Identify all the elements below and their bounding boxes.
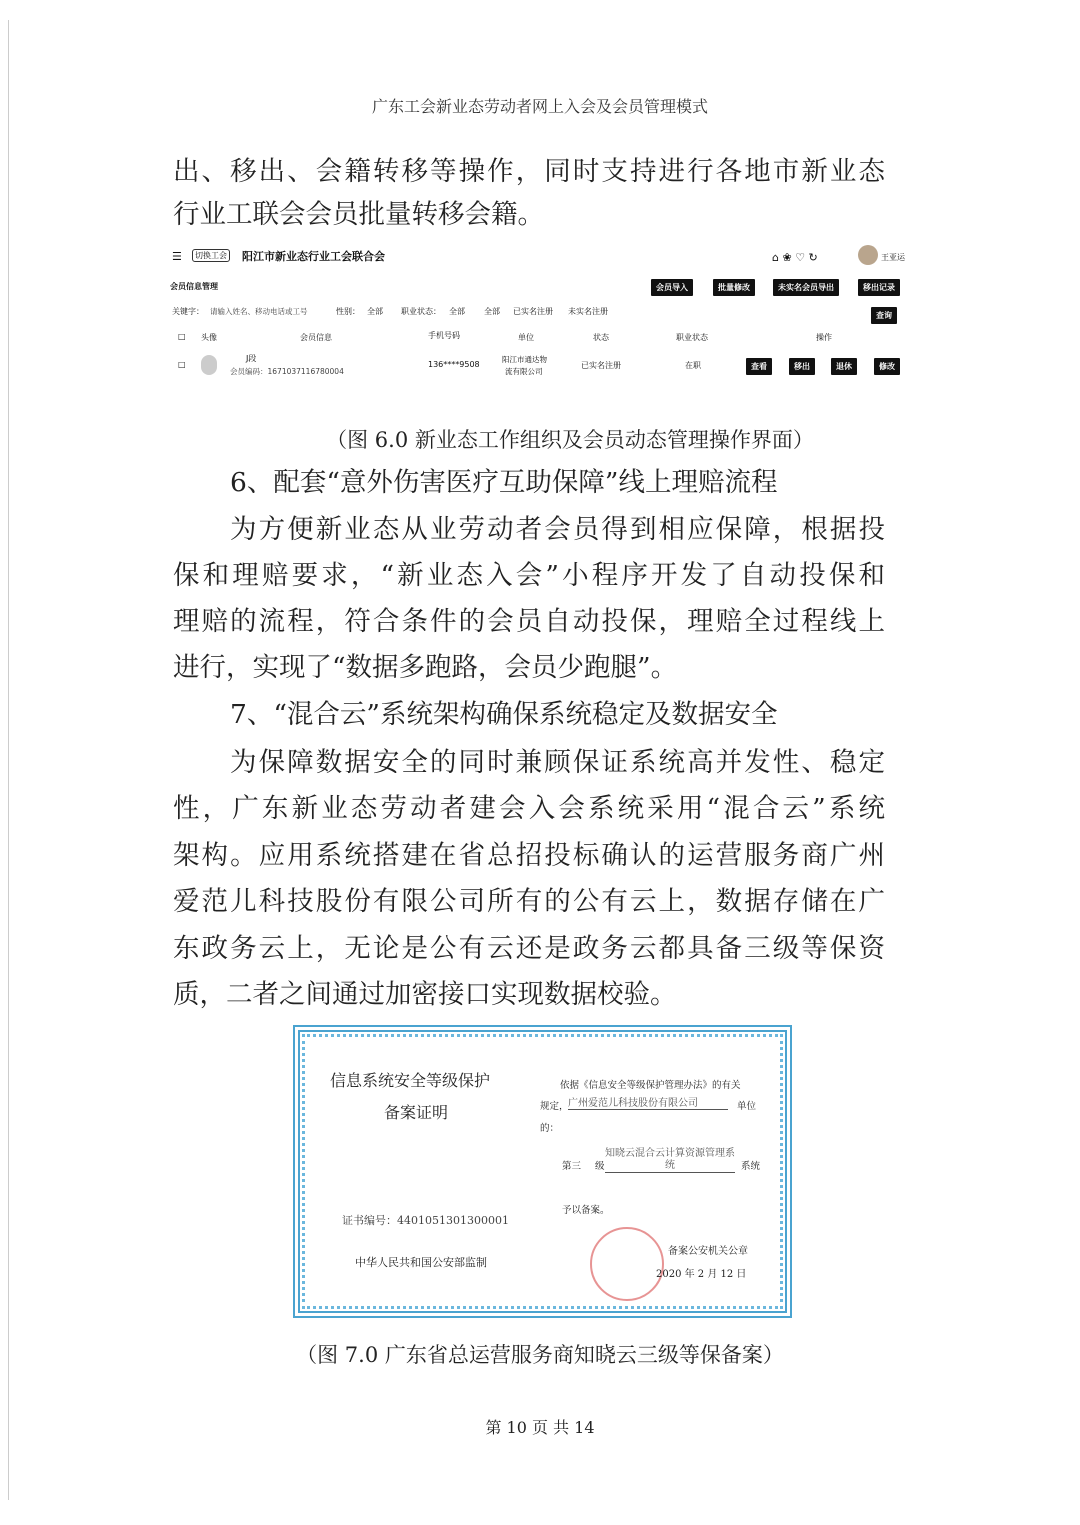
row-checkbox[interactable]: □ xyxy=(178,360,186,369)
text-line: 理赔的流程，符合条件的会员自动投保，理赔全过程线上 xyxy=(173,606,885,637)
retire-button[interactable]: 退休 xyxy=(831,358,857,375)
query-button[interactable]: 查询 xyxy=(871,307,897,324)
cert-title: 备案证明 xyxy=(384,1103,449,1122)
col-member: 会员信息 xyxy=(300,333,332,342)
col-avatar: 头像 xyxy=(201,333,217,342)
gender-label: 性别： xyxy=(336,307,360,316)
text-line: 出、移出、会籍转移等操作，同时支持进行各地市新业态 xyxy=(173,156,885,187)
text-line: 进行，实现了“数据多跑路，会员少跑腿”。 xyxy=(173,652,678,683)
section-title: 会员信息管理 xyxy=(170,282,218,291)
cert-of: 的： xyxy=(540,1123,560,1134)
figure-caption: （图 7.0 广东省总运营服务商知晓云三级等保备案） xyxy=(296,1343,784,1367)
radio-unregistered[interactable]: 未实名注册 xyxy=(568,307,608,316)
member-number: 会员编码：1671037116780004 xyxy=(230,367,344,376)
text-line: 保和理赔要求，“新业态入会”小程序开发了自动投保和 xyxy=(173,560,885,591)
cert-company: 广州爱范儿科技股份有限公司 xyxy=(568,1094,728,1110)
job-status: 在职 xyxy=(685,361,701,370)
text-line: 质，二者之间通过加密接口实现数据校验。 xyxy=(173,979,677,1010)
job-label: 职业状态： xyxy=(401,307,441,316)
cert-level-suffix: 级 xyxy=(595,1161,605,1172)
certificate-image xyxy=(293,1025,792,1318)
avatar[interactable] xyxy=(858,245,878,265)
cert-seal-label: 备案公安机关公章 xyxy=(668,1246,748,1257)
cert-supervisor: 中华人民共和国公安部监制 xyxy=(355,1256,487,1269)
row-avatar xyxy=(201,355,217,375)
edit-button[interactable]: 修改 xyxy=(874,358,900,375)
cert-title: 信息系统安全等级保护 xyxy=(330,1071,491,1090)
batch-edit-button[interactable]: 批量修改 xyxy=(713,279,755,296)
member-name: J段 xyxy=(246,354,257,363)
ui-screenshot xyxy=(168,243,913,383)
status: 已实名注册 xyxy=(581,361,621,370)
org-switch[interactable]: 切换工会 xyxy=(192,249,230,262)
text-line: 架构。应用系统搭建在省总招投标确认的运营服务商广州 xyxy=(173,840,885,871)
removal-log-button[interactable]: 移出记录 xyxy=(858,279,900,296)
text-line: 行业工联会会员批量转移会籍。 xyxy=(173,199,544,230)
radio-registered[interactable]: 已实名注册 xyxy=(513,307,553,316)
select-all-checkbox[interactable]: □ xyxy=(178,332,186,341)
cert-system-suffix: 系统 xyxy=(741,1161,761,1172)
section-heading: 7、“混合云”系统架构确保系统稳定及数据安全 xyxy=(230,699,778,730)
org-title: 阳江市新业态行业工会联合会 xyxy=(242,250,385,263)
phone: 136****9508 xyxy=(428,360,480,369)
running-header: 广东工会新业态劳动者网上入会及会员管理模式 xyxy=(371,97,708,116)
scan-edge xyxy=(8,20,9,1500)
keyword-input[interactable]: 请输入姓名、移动电话或工号 xyxy=(210,307,308,316)
text-line: 东政务云上，无论是公有云还是政务云都具备三级等保资 xyxy=(173,933,885,964)
cert-rule: 规定， xyxy=(540,1101,569,1112)
keyword-label: 关键字： xyxy=(172,307,204,316)
cert-system: 知晓云混合云计算资源管理系统 xyxy=(605,1148,735,1171)
user-name: 王亚运 xyxy=(881,253,905,262)
unit-line: 流有限公司 xyxy=(505,367,543,376)
cert-filed: 予以备案。 xyxy=(562,1205,610,1216)
job-select[interactable]: 全部 xyxy=(449,307,465,316)
cert-date: 2020 年 2 月 12 日 xyxy=(656,1269,747,1280)
text-line: 为方便新业态从业劳动者会员得到相应保障，根据投 xyxy=(230,514,885,545)
home-icon[interactable]: ⌂ ❀ ♡ ↻ xyxy=(772,251,818,264)
text-line: 爱范儿科技股份有限公司所有的公有云上，数据存储在广 xyxy=(173,886,885,917)
cert-basis: 依据《信息安全等级保护管理办法》的有关 xyxy=(560,1080,741,1091)
import-button[interactable]: 会员导入 xyxy=(651,279,693,296)
text-line: 为保障数据安全的同时兼顾保证系统高并发性、稳定 xyxy=(230,747,885,778)
col-phone[interactable]: 手机号码 xyxy=(428,331,460,340)
view-button[interactable]: 查看 xyxy=(746,358,772,375)
col-status: 状态 xyxy=(593,333,609,342)
official-seal xyxy=(590,1227,664,1301)
radio-all[interactable]: 全部 xyxy=(484,307,500,316)
page-number: 第 10 页 共 14 xyxy=(485,1418,595,1437)
figure-caption: （图 6.0 新业态工作组织及会员动态管理操作界面） xyxy=(326,428,814,452)
col-job: 职业状态 xyxy=(676,333,708,342)
cert-unit: 单位 xyxy=(737,1101,757,1112)
gender-select[interactable]: 全部 xyxy=(367,307,383,316)
col-unit: 单位 xyxy=(518,333,534,342)
export-button[interactable]: 未实名会员导出 xyxy=(773,279,839,296)
cert-level: 第三 xyxy=(562,1161,582,1172)
menu-icon: ☰ xyxy=(172,250,182,263)
col-actions: 操作 xyxy=(816,333,832,342)
text-line: 性，广东新业态劳动者建会入会系统采用“混合云”系统 xyxy=(173,793,885,824)
remove-button[interactable]: 移出 xyxy=(789,358,815,375)
unit-line: 阳江市通达物 xyxy=(502,355,547,364)
cert-number: 证书编号：4401051301300001 xyxy=(342,1214,509,1227)
section-heading: 6、配套“意外伤害医疗互助保障”线上理赔流程 xyxy=(230,467,778,498)
